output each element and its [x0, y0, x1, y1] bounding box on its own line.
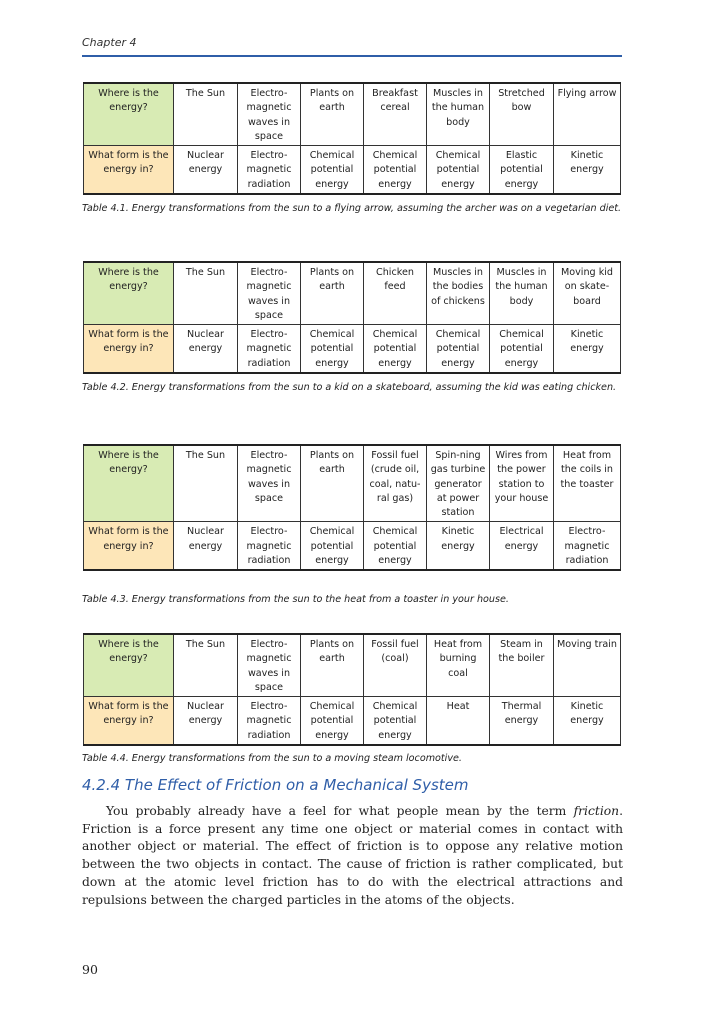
location-cell: Electro-magnetic waves in space — [238, 83, 301, 146]
section-heading: 4.2.4 The Effect of Friction on a Mechanical System — [82, 776, 469, 794]
location-cell: Wires from the power station to your house — [490, 445, 554, 522]
location-cell: Electro-magnetic waves in space — [238, 445, 301, 522]
table-row — [84, 445, 621, 522]
location-cell: Spin-ning gas turbine generator at power station — [427, 445, 490, 522]
location-cell: The Sun — [174, 262, 238, 325]
form-cell: Elastic potential energy — [490, 146, 554, 194]
location-cell: The Sun — [174, 83, 238, 146]
energy-table-1 — [83, 82, 621, 195]
form-cell: Chemical potential energy — [364, 325, 427, 373]
paragraph-start: You probably already have a feel for what people mean by the term — [106, 804, 574, 818]
form-cell: Chemical potential energy — [301, 146, 364, 194]
paragraph-rest: . Friction is a force present any time one object or material comes in contact with another object or material. The effect of friction is to oppose any relative motion between the two objects in contact. The cause of friction is rather complicated, but down at the atomic level friction has to do with the electrical attractions and repulsions between the charged particles in the atoms of the objects. — [82, 804, 623, 907]
row-label-location: Where is the energy? — [84, 83, 174, 146]
form-cell: Chemical potential energy — [427, 325, 490, 373]
energy-table-3 — [83, 444, 621, 571]
form-cell: Chemical potential energy — [301, 697, 364, 745]
location-cell: Breakfast cereal — [364, 83, 427, 146]
table-row — [84, 522, 621, 570]
term-friction: friction — [573, 804, 620, 818]
location-cell: Electro-magnetic waves in space — [238, 262, 301, 325]
form-cell: Electro-magnetic radiation — [554, 522, 621, 570]
location-cell: Moving kid on skate-board — [554, 262, 621, 325]
table-caption-1: Table 4.1. Energy transformations from the sun to a flying arrow, assuming the archer was on a vegetarian diet. — [82, 203, 622, 214]
row-label-form: What form is the energy in? — [84, 146, 174, 194]
header-rule — [82, 55, 622, 57]
table-row — [84, 146, 621, 194]
form-cell: Chemical potential energy — [364, 697, 427, 745]
form-cell: Nuclear energy — [174, 325, 238, 373]
page-number: 90 — [82, 962, 98, 977]
form-cell: Nuclear energy — [174, 522, 238, 570]
location-cell: The Sun — [174, 634, 238, 697]
form-cell: Chemical potential energy — [301, 325, 364, 373]
location-cell: Fossil fuel (crude oil, coal, natu-ral gas) — [364, 445, 427, 522]
form-cell: Thermal energy — [490, 697, 554, 745]
table-row — [84, 83, 621, 146]
location-cell: Electro-magnetic waves in space — [238, 634, 301, 697]
form-cell: Nuclear energy — [174, 146, 238, 194]
form-cell: Electrical energy — [490, 522, 554, 570]
energy-table-4 — [83, 633, 621, 746]
energy-table-2 — [83, 261, 621, 374]
location-cell: Fossil fuel (coal) — [364, 634, 427, 697]
row-label-form: What form is the energy in? — [84, 325, 174, 373]
form-cell: Chemical potential energy — [364, 146, 427, 194]
chapter-label: Chapter 4 — [82, 36, 137, 49]
table-caption-4: Table 4.4. Energy transformations from the sun to a moving steam locomotive. — [82, 753, 462, 764]
row-label-form: What form is the energy in? — [84, 697, 174, 745]
location-cell: Heat from the coils in the toaster — [554, 445, 621, 522]
form-cell: Kinetic energy — [554, 146, 621, 194]
row-label-location: Where is the energy? — [84, 634, 174, 697]
table-caption-2: Table 4.2. Energy transformations from the sun to a kid on a skateboard, assuming the kid was eating chicken. — [82, 382, 617, 393]
location-cell: Plants on earth — [301, 83, 364, 146]
table-caption-3: Table 4.3. Energy transformations from the sun to the heat from a toaster in your house. — [82, 594, 509, 605]
location-cell: Muscles in the bodies of chickens — [427, 262, 490, 325]
location-cell: Steam in the boiler — [490, 634, 554, 697]
table-row — [84, 697, 621, 745]
form-cell: Electro-magnetic radiation — [238, 522, 301, 570]
location-cell: Moving train — [554, 634, 621, 697]
location-cell: Plants on earth — [301, 262, 364, 325]
form-cell: Electro-magnetic radiation — [238, 325, 301, 373]
location-cell: Muscles in the human body — [490, 262, 554, 325]
location-cell: Plants on earth — [301, 634, 364, 697]
location-cell: Chicken feed — [364, 262, 427, 325]
location-cell: Plants on earth — [301, 445, 364, 522]
location-cell: Flying arrow — [554, 83, 621, 146]
form-cell: Chemical potential energy — [301, 522, 364, 570]
location-cell: Heat from burning coal — [427, 634, 490, 697]
form-cell: Chemical potential energy — [427, 146, 490, 194]
form-cell: Heat — [427, 697, 490, 745]
form-cell: Nuclear energy — [174, 697, 238, 745]
location-cell: Stretched bow — [490, 83, 554, 146]
row-label-location: Where is the energy? — [84, 262, 174, 325]
body-paragraph — [82, 803, 623, 909]
table-row — [84, 262, 621, 325]
location-cell: The Sun — [174, 445, 238, 522]
table-row — [84, 634, 621, 697]
table-row — [84, 325, 621, 373]
form-cell: Kinetic energy — [554, 697, 621, 745]
form-cell: Chemical potential energy — [364, 522, 427, 570]
row-label-form: What form is the energy in? — [84, 522, 174, 570]
location-cell: Muscles in the human body — [427, 83, 490, 146]
form-cell: Chemical potential energy — [490, 325, 554, 373]
form-cell: Electro-magnetic radiation — [238, 697, 301, 745]
form-cell: Electro-magnetic radiation — [238, 146, 301, 194]
form-cell: Kinetic energy — [554, 325, 621, 373]
row-label-location: Where is the energy? — [84, 445, 174, 522]
form-cell: Kinetic energy — [427, 522, 490, 570]
